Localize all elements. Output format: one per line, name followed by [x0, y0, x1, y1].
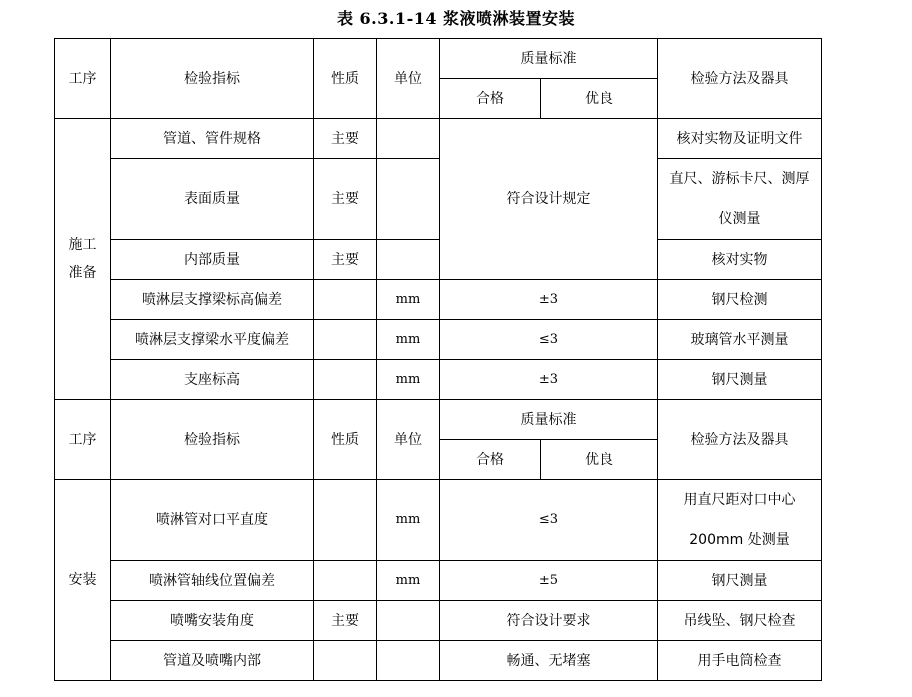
header-excellent: 优良: [541, 79, 658, 119]
nature-cell: 主要: [314, 159, 377, 240]
header-row: [55, 400, 822, 440]
table-row: [55, 360, 822, 400]
unit-cell: mm: [377, 280, 440, 320]
table-row: [55, 320, 822, 360]
header-step: 工序: [55, 39, 111, 119]
table-row: [55, 280, 822, 320]
table-title: 表 6.3.1-14 浆液喷淋装置安装: [336, 9, 576, 28]
unit-cell: [377, 119, 440, 159]
std-cell: ≤3: [440, 320, 658, 360]
std-cell: ±5: [440, 561, 658, 601]
method-cell: 吊线坠、钢尺检查: [658, 601, 822, 641]
method-cell: 钢尺检测: [658, 280, 822, 320]
header-pass: 合格: [440, 440, 541, 480]
section-name-line: 准备: [68, 265, 97, 281]
header-pass: 合格: [440, 79, 541, 119]
section-name-prep: [55, 119, 111, 400]
header-item: 检验指标: [111, 400, 314, 480]
unit-cell: [377, 240, 440, 280]
nature-cell: 主要: [314, 240, 377, 280]
unit-cell: mm: [377, 320, 440, 360]
item-cell: 管道、管件规格: [111, 119, 314, 159]
method-line: 仪测量: [718, 211, 761, 227]
method-line: 直尺、游标卡尺、测厚: [669, 171, 810, 187]
header-method: 检验方法及器具: [658, 400, 822, 480]
method-cell: 玻璃管水平测量: [658, 320, 822, 360]
item-cell: 支座标高: [111, 360, 314, 400]
header-quality: 质量标准: [440, 39, 658, 79]
section-name-install: 安装: [55, 480, 111, 681]
header-nature: 性质: [314, 400, 377, 480]
method-cell: 核对实物: [658, 240, 822, 280]
unit-cell: mm: [377, 561, 440, 601]
header-row: [55, 39, 822, 79]
nature-cell: [314, 641, 377, 681]
table-row: [55, 480, 822, 561]
item-cell: 喷淋层支撑梁标高偏差: [111, 280, 314, 320]
unit-cell: [377, 159, 440, 240]
header-item: 检验指标: [111, 39, 314, 119]
nature-cell: [314, 360, 377, 400]
std-cell: 畅通、无堵塞: [440, 641, 658, 681]
method-cell: [658, 480, 822, 561]
std-cell: ≤3: [440, 480, 658, 561]
nature-cell: 主要: [314, 119, 377, 159]
method-cell: 钢尺测量: [658, 360, 822, 400]
nature-cell: [314, 320, 377, 360]
header-method: 检验方法及器具: [658, 39, 822, 119]
header-unit: 单位: [377, 400, 440, 480]
item-cell: 喷淋管对口平直度: [111, 480, 314, 561]
unit-cell: [377, 601, 440, 641]
method-line: 用直尺距对口中心: [683, 492, 796, 508]
table-row: [55, 641, 822, 681]
item-cell: 表面质量: [111, 159, 314, 240]
table-row: [55, 561, 822, 601]
item-cell: 管道及喷嘴内部: [111, 641, 314, 681]
unit-cell: mm: [377, 360, 440, 400]
method-cell: 用手电筒检查: [658, 641, 822, 681]
table-row: [55, 159, 822, 240]
inspection-table: [54, 38, 822, 681]
method-cell: 核对实物及证明文件: [658, 119, 822, 159]
method-line: 200mm 处测量: [689, 532, 790, 548]
unit-cell: mm: [377, 480, 440, 561]
header-nature: 性质: [314, 39, 377, 119]
item-cell: 喷淋管轴线位置偏差: [111, 561, 314, 601]
header-excellent: 优良: [541, 440, 658, 480]
header-unit: 单位: [377, 39, 440, 119]
item-cell: 喷嘴安装角度: [111, 601, 314, 641]
std-cell-merged: 符合设计规定: [440, 119, 658, 280]
nature-cell: [314, 561, 377, 601]
header-quality: 质量标准: [440, 400, 658, 440]
nature-cell: [314, 280, 377, 320]
method-cell: 钢尺测量: [658, 561, 822, 601]
table-row: [55, 119, 822, 159]
method-cell: [658, 159, 822, 240]
std-cell: 符合设计要求: [440, 601, 658, 641]
item-cell: 喷淋层支撑梁水平度偏差: [111, 320, 314, 360]
std-cell: ±3: [440, 280, 658, 320]
unit-cell: [377, 641, 440, 681]
item-cell: 内部质量: [111, 240, 314, 280]
table-row: [55, 240, 822, 280]
section-name-line: 施工: [68, 237, 97, 253]
header-step: 工序: [55, 400, 111, 480]
nature-cell: 主要: [314, 601, 377, 641]
nature-cell: [314, 480, 377, 561]
std-cell: ±3: [440, 360, 658, 400]
table-row: [55, 601, 822, 641]
